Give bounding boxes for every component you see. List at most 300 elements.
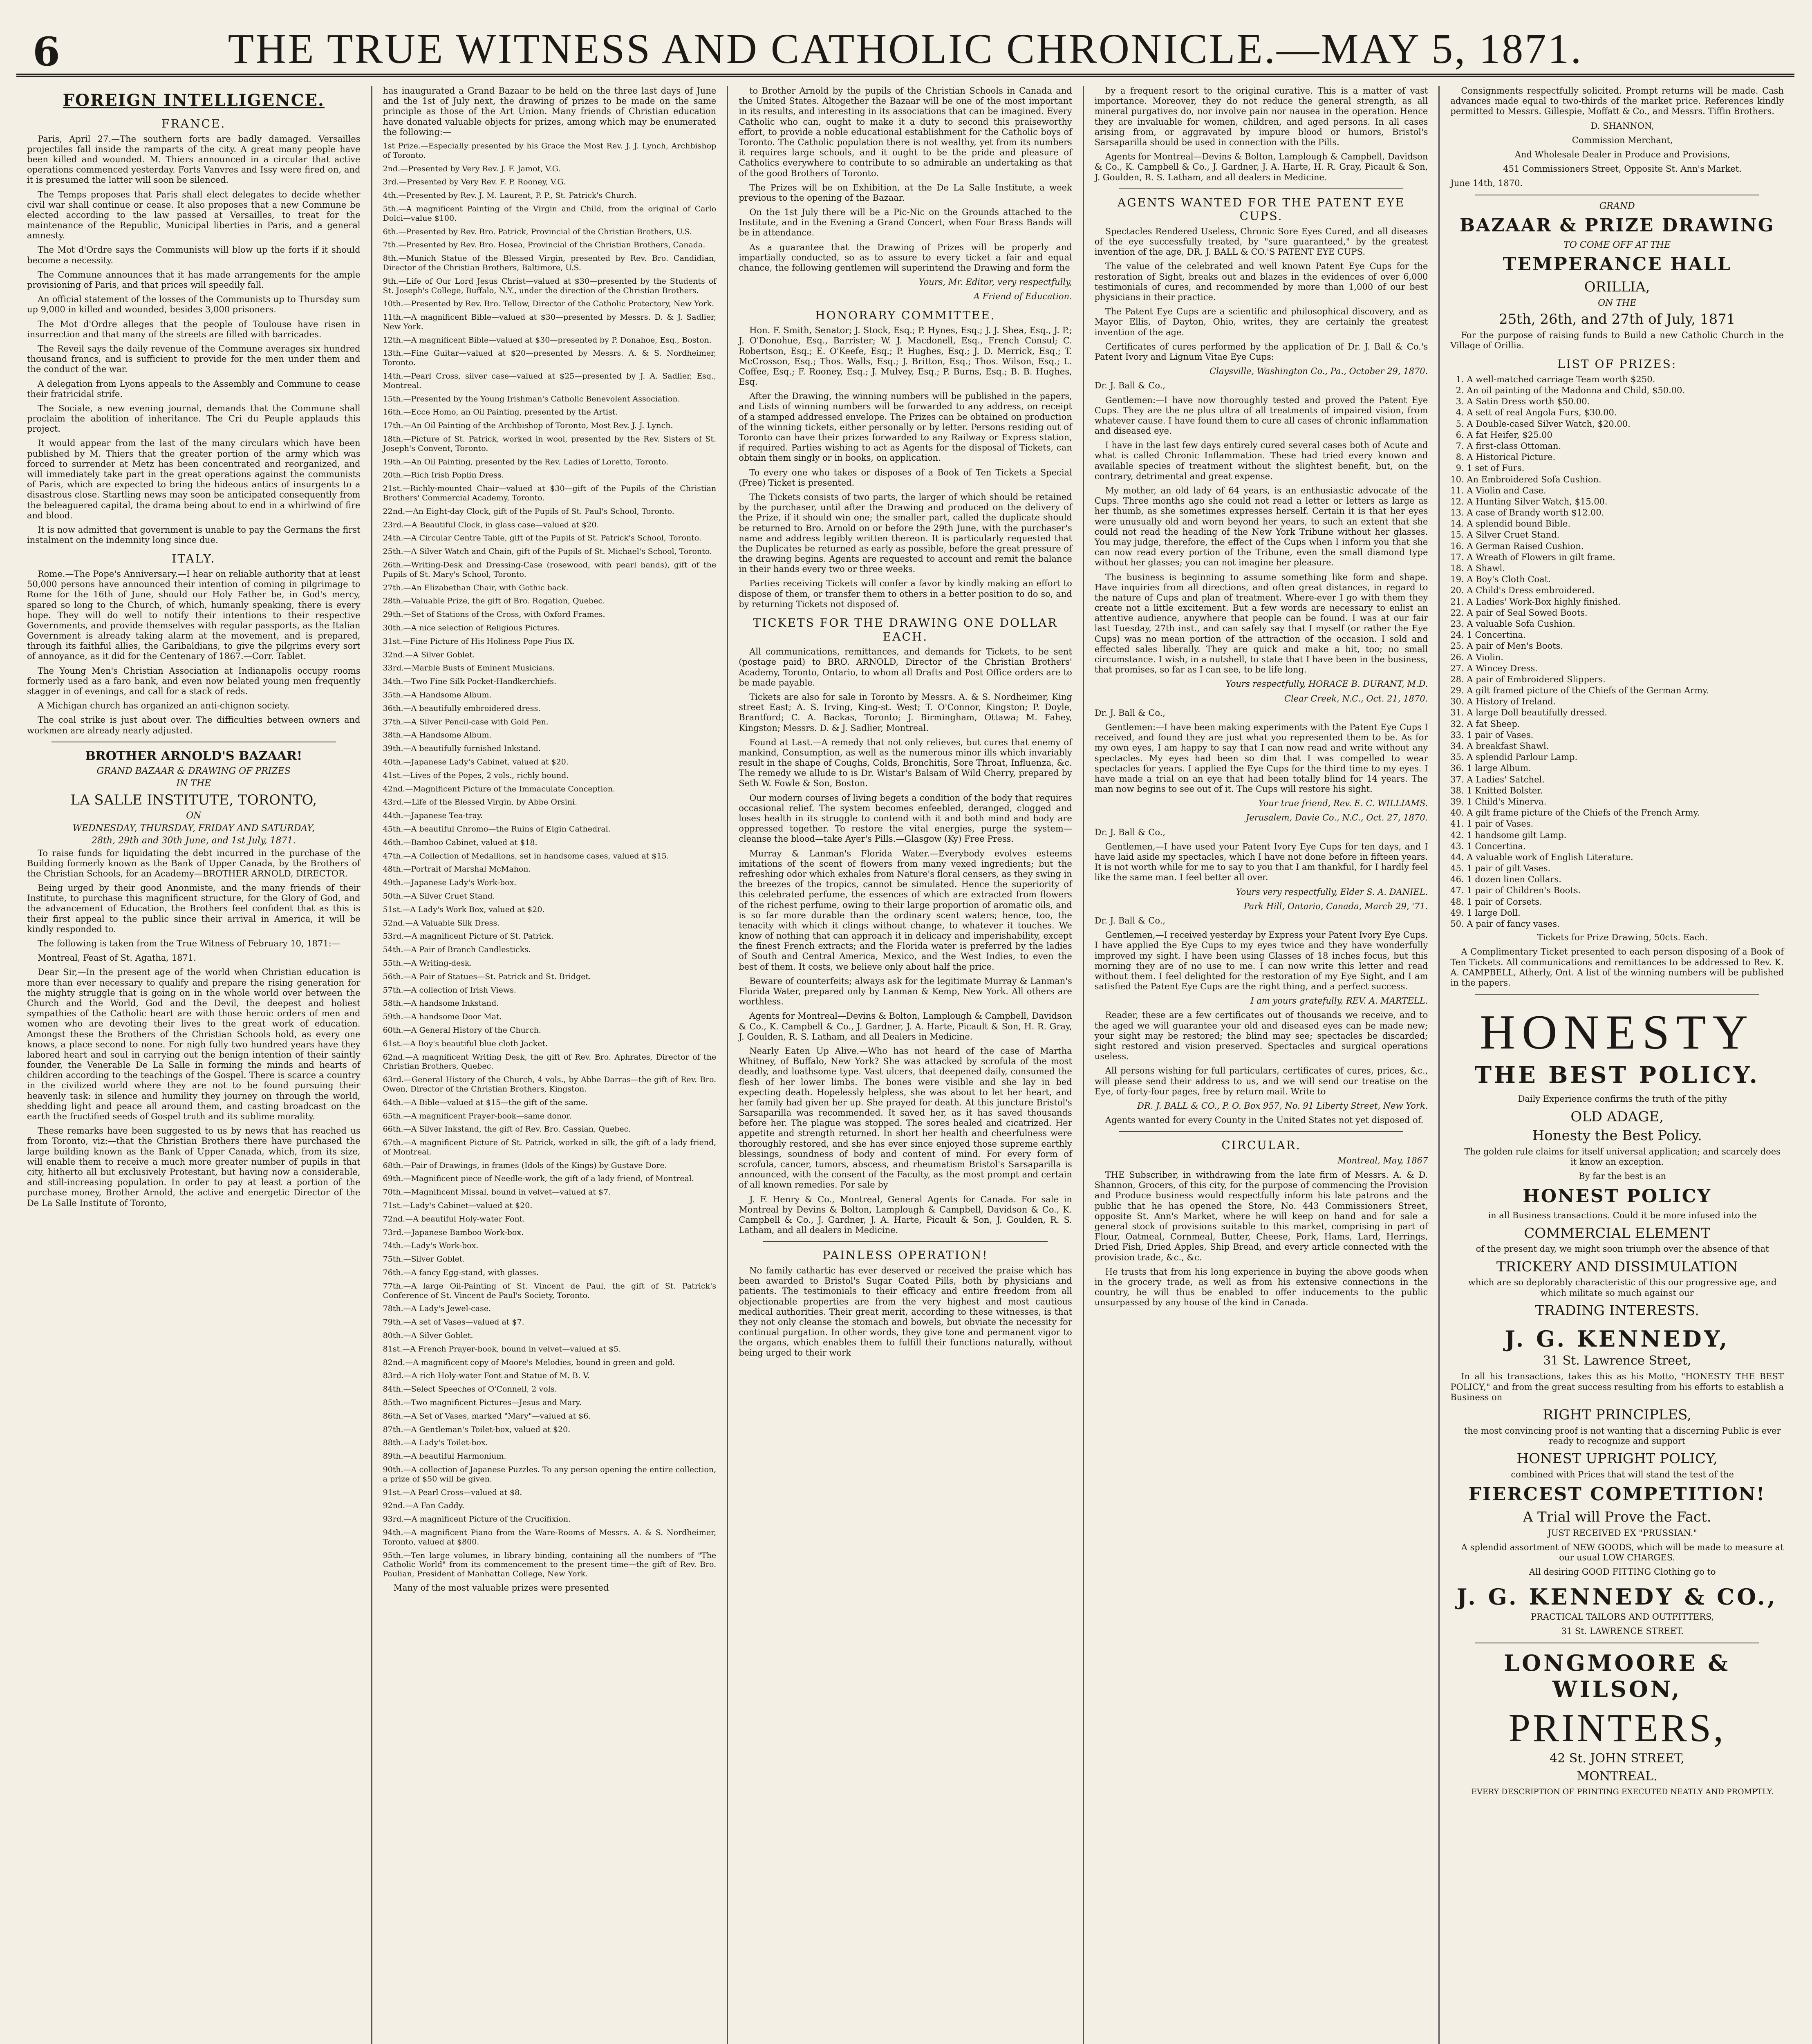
paragraph: Tickets are also for sale in Toronto by Messrs. A. & S. Nordheimer, King street East; A. S. Irving, King-st. West; T. O'Connor, Kingston; P. Doyle, Brantford; C. A. Backas, Toronto; J. Birmingham, Ottawa; M. Fahey, Kingston; Messrs. D. & J. Sadlier, Montreal. <box>739 692 1072 733</box>
divider <box>1119 1131 1404 1132</box>
orillia-town: ORILLIA, <box>1584 278 1650 295</box>
prize-item: 18. A Shawl. <box>1467 563 1784 574</box>
paragraph: 31st.—Fine Picture of His Holiness Pope Pius IX. <box>383 637 575 646</box>
paragraph: Agents for Montreal—Devins & Bolton, Lamplough & Campbell, Davidson & Co., K. Campbell & Co., J. Gardner, J. A. Harte, H. R. Gray, Picault & Son, J. Goulden, R. S. Latham, and all dealers in Medicine. <box>1094 152 1428 182</box>
paragraph: 45th.—A beautiful Chromo—the Ruins of Elgin Cathedral. <box>383 824 611 834</box>
orillia-bazaar-heading: BAZAAR & PRIZE DRAWING <box>1460 215 1775 236</box>
prize-item: 32. A fat Sheep. <box>1467 719 1784 729</box>
paragraph: 6th.—Presented by Rev. Bro. Patrick, Provincial of the Christian Brothers, U.S. <box>383 227 692 236</box>
committee-members: Hon. F. Smith, Senator; J. Stock, Esq.; P. Hynes, Esq.; J. J. Shea, Esq., J. P.; J. O'Donohue, Esq., Barrister; W. J. Macdonell, Esq., French Consul; C. Robertson, Esq.; E. O'Keefe, Esq.; P. Hughes, Esq.; J. D. Merrick, Esq.; T. McCrosson, Esq.; Thos. Walls, Esq.; J. Britton, Esq.; Thos. Wilson, Esq.; L. Coffee, Esq.; F. Rooney, Esq.; J. Mulvey, Esq.; P. Burns, Esq.; B. B. Hughes, Esq. <box>739 325 1072 387</box>
temperance-hall: TEMPERANCE HALL <box>1503 254 1731 275</box>
paragraph: 86th.—A Set of Vases, marked "Mary"—valued at $6. <box>383 1411 591 1421</box>
prize-item: 40. A gilt frame picture of the Chiefs of the French Army. <box>1467 808 1784 818</box>
paragraph: 43rd.—Life of the Blessed Virgin, by Abbe Orsini. <box>383 798 578 807</box>
which-are: which are so deplorably characteristic of this our progressive age, and which militate so much against our <box>1468 1278 1777 1298</box>
paragraph: 44th.—Japanese Tea-tray. <box>383 811 483 820</box>
paragraph: As a guarantee that the Drawing of Prizes will be properly and impartially conducted, so as to assure to every ticket a fair and equal chance, the following gentlemen will superintend the Drawing and form the <box>739 242 1072 273</box>
paragraph: 4th.—Presented by Rev. J. M. Laurent, P. P., St. Patrick's Church. <box>383 191 637 200</box>
prize-item: 44. A valuable work of English Literature. <box>1467 852 1784 863</box>
paragraph: 60th.—A General History of the Church. <box>383 1025 541 1035</box>
paragraph: 5th.—A magnificent Painting of the Virgin and Child, from the original of Carlo Dolci—value $100. <box>383 204 717 223</box>
prize-item: 1. A well-matched carriage Team worth $250. <box>1467 374 1784 385</box>
paragraph: 90th.—A collection of Japanese Puzzles. To any person opening the entire collection, a prize of $50 will be given. <box>383 1465 717 1484</box>
bazaar-intro: has inaugurated a Grand Bazaar to be held on the three last days of June and the 1st of July next, the drawing of prizes to be made on the same principle as those of the Art Union. Many friends of Christian education have donated valuable objects for prizes, among which may be enumerated the following:— <box>383 86 717 137</box>
prize-item: 26. A Violin. <box>1467 652 1784 663</box>
prize-item: 41. 1 pair of Vases. <box>1467 819 1784 829</box>
column-3 <box>728 86 1084 2044</box>
paragraph: 63rd.—General History of the Church, 4 vols., by Abbe Darras—the gift of Rev. Bro. Owen, Director of the Christian Brothers, Kingston. <box>383 1075 717 1094</box>
subheading-italy: ITALY. <box>172 552 216 566</box>
fiercest-competition: FIERCEST COMPETITION! <box>1468 1484 1766 1505</box>
paragraph: 42nd.—Magnificent Picture of the Immaculate Conception. <box>383 784 616 793</box>
paragraph: 74th.—Lady's Work-box. <box>383 1241 479 1251</box>
in-all-business: in all Business transactions. Could it be more infused into the <box>1488 1210 1757 1221</box>
bazaar-days: WEDNESDAY, THURSDAY, FRIDAY AND SATURDAY, <box>72 823 315 834</box>
paragraph: 47th.—A Collection of Medallions, set in handsome cases, valued at $15. <box>383 851 669 861</box>
paragraph: 46th.—Bamboo Cabinet, valued at $18. <box>383 838 538 847</box>
bazaar-heading: BROTHER ARNOLD'S BAZAAR! <box>85 749 302 763</box>
circular-place: Montreal, May, 1867 <box>1337 1155 1428 1165</box>
tickets-heading: TICKETS FOR THE DRAWING ONE DOLLAR EACH. <box>753 616 1058 643</box>
france-articles <box>27 134 361 546</box>
paragraph: 9th.—Life of Our Lord Jesus Christ—valued at $30—presented by the Students of St. Joseph's College, Buffalo, N.Y., under the direction of the Christian Brothers. <box>383 276 717 295</box>
honest-upright: HONEST UPRIGHT POLICY, <box>1516 1450 1718 1467</box>
orillia-dates: 25th, 26th, and 27th of July, 1871 <box>1498 311 1736 328</box>
paragraph: Reader, these are a few certificates out of thousands we receive, and to the aged we will guarantee your old and diseased eyes can be made new; your sight may be restored; the blind may see; spectacles be discarded; sight restored and vision preserved. Spectacles and surgical operations useless. <box>1094 1010 1428 1062</box>
paragraph: 16th.—Ecce Homo, an Oil Painting, presented by the Artist. <box>383 408 618 417</box>
paragraph: The Tickets consists of two parts, the larger of which should be retained by the purchaser, until after the Drawing and produced on the delivery of the Prize, if it should win one; the smaller part, called the duplicate should be returned to Bro. Arnold on or before the 29th June, with the purchaser's name and address legibly written thereon. It is particularly requested that the Duplicates be returned as early as possible, before the great pressure of the drawing begins. Agents are requested to account and remit the balance in their hands every two or three weeks. <box>739 492 1072 574</box>
bazaar-on: ON <box>186 811 202 821</box>
paragraph: The Commune announces that it has made arrangements for the ample provisioning of Paris, and that prices will speedily fall. <box>27 269 361 290</box>
paragraph: The Prizes will be on Exhibition, at the De La Salle Institute, a week previous to the opening of the Bazaar. <box>739 182 1072 203</box>
eye-cups-address: DR. J. BALL & CO., P. O. Box 957, No. 91 Liberty Street, New York. <box>1137 1100 1428 1111</box>
paragraph: It is now admitted that government is unable to pay the Germans the first instalment on the indemnity long since due. <box>27 524 361 545</box>
bazaar-articles <box>27 848 361 1208</box>
prize-item: 38. 1 Knitted Bolster. <box>1467 786 1784 796</box>
by-far: By far the best is an <box>1579 1171 1666 1181</box>
paragraph: 52nd.—A Valuable Silk Dress. <box>383 918 500 928</box>
paragraph: 55th.—A Writing-desk. <box>383 958 472 968</box>
paragraph: 12th.—A magnificent Bible—valued at $30—presented by P. Donahoe, Esq., Boston. <box>383 335 712 345</box>
printers-tagline: EVERY DESCRIPTION OF PRINTING EXECUTED NEATLY AND PROMPTLY. <box>1471 1787 1774 1797</box>
paragraph: The Mot d'Ordre says the Communists will blow up the forts if it should become a necessity. <box>27 245 361 265</box>
paragraph: Rome.—The Pope's Anniversary.—I hear on reliable authority that at least 50,000 persons have announced their intention of coming in pilgrimage to Rome for the 16th of June, should our Holy Father be, in God's mercy, spared so long to the Church, of which, humanly speaking, there is every hope. They will do well to notify their intentions to their respective Governments, and provide themselves with regular passports, as the Italian Government is already taking alarm at the movement, and is prepared, through its faithful allies, the Garibaldians, to give the pilgrims every sort of annoyance, as it did for the Centenary of 1867.—Corr. Tablet. <box>27 569 361 661</box>
paragraph: 66th.—A Silver Inkstand, the gift of Rev. Bro. Cassian, Quebec. <box>383 1125 631 1134</box>
prize-item: 43. 1 Concertina. <box>1467 841 1784 852</box>
paragraph: Found at Last.—A remedy that not only relieves, but cures that enemy of mankind, Consumption, as well as the numerous minor ills which invariably result in the shape of Coughs, Colds, Bronchitis, Sore Throat, Influenza, &c. The remedy we allude to is Dr. Wistar's Balsam of Wild Cherry, prepared by Seth W. Fowle & Son, Boston. <box>739 737 1072 789</box>
paragraph: 68th.—Pair of Drawings, in frames (Idols of the Kings) by Gustave Dore. <box>383 1161 667 1170</box>
prize-item: 35. A splendid Parlour Lamp. <box>1467 752 1784 762</box>
letter1-place: Claysville, Washington Co., Pa., October 29, 1870. <box>1209 366 1428 377</box>
circular-text: THE Subscriber, in withdrawing from the late firm of Messrs. A. & D. Shannon, Grocers, of this city, for the purpose of commencing the Provision and Produce business would respectfully inform his late patrons and the public that he has opened the Store, No. 443 Commissioners Street, opposite St. Ann's Market, where he will keep on hand and for sale a general stock of provisions suitable to this market, comprising in part of Flour, Oatmeal, Cornmeal, Butter, Cheese, Pork, Hams, Lard, Herrings, Dried Fish, Dried Apples, Ship Bread, and every article connected with the provision trade, &c., &c. <box>1094 1170 1428 1262</box>
section-heading-foreign: FOREIGN INTELLIGENCE. <box>63 91 325 110</box>
prize-item: 30. A History of Ireland. <box>1467 697 1784 707</box>
italy-articles <box>27 569 361 736</box>
paragraph: J. F. Henry & Co., Montreal, General Agents for Canada. For sale in Montreal by Devins & Bolton, Lamplough & Campbell, Davidson & Co., K. Campbell & Co., J. Gardner, J. A. Harte, Picault & Son, J. Goulden, R. S. Latham, and all dealers in Medicine. <box>739 1194 1072 1235</box>
eye-cups-closing <box>1095 1010 1428 1097</box>
paragraph: 39th.—A beautifully furnished Inkstand. <box>383 744 541 753</box>
paragraph: 87th.—A Gentleman's Toilet-box, valued at $20. <box>383 1425 571 1434</box>
prize-item: 17. A Wreath of Flowers in gilt frame. <box>1467 552 1784 563</box>
masthead <box>16 25 1794 77</box>
shannon-name: D. SHANNON, <box>1590 121 1654 131</box>
paragraph: 57th.—A collection of Irish Views. <box>383 985 516 995</box>
paragraph: 14th.—Pearl Cross, silver case—valued at $25—presented by J. A. Sadlier, Esq., Montreal. <box>383 372 717 390</box>
prize-item: 39. 1 Child's Minerva. <box>1467 797 1784 807</box>
paragraph: by a frequent resort to the original curative. This is a matter of vast importance. Moreover, they do not reduce the general strength, as all mineral purgatives do, nor involve pain nor nausea in the operation. Hence they are invaluable for women, children, and aged persons. In all cases arising from, or aggravated by impure blood or humors, Bristol's Sarsaparilla should be used in connection with the Pills. <box>1094 86 1428 147</box>
column-2 <box>372 86 728 2044</box>
paragraph: 27th.—An Elizabethan Chair, with Gothic back. <box>383 583 569 592</box>
best-policy-heading: THE BEST POLICY. <box>1474 1062 1760 1089</box>
paragraph: 58th.—A handsome Inkstand. <box>383 999 499 1008</box>
paragraph: 38th.—A Handsome Album. <box>383 731 492 740</box>
letter-signature: A Friend of Education. <box>973 291 1072 302</box>
paragraph: 70th.—Magnificent Missal, bound in velvet—valued at $7. <box>383 1188 611 1197</box>
daily-experience: Daily Experience confirms the truth of the pithy <box>1518 1094 1727 1104</box>
divider <box>1475 994 1759 995</box>
prize-item: 48. 1 pair of Corsets. <box>1467 897 1784 907</box>
shannon-date: June 14th, 1870. <box>1450 178 1523 188</box>
paragraph: 61st.—A Boy's beautiful blue cloth Jacket. <box>383 1039 548 1048</box>
paragraph: A delegation from Lyons appeals to the Assembly and Commune to cease their fratricidal strife. <box>27 379 361 399</box>
paragraph: 25th.—A Silver Watch and Chain, gift of the Pupils of St. Michael's School, Toronto. <box>383 547 712 556</box>
trial-prove: A Trial will Prove the Fact. <box>1523 1508 1711 1525</box>
honesty-heading: HONESTY <box>1480 1005 1755 1060</box>
paragraph: 29th.—Set of Stations of the Cross, with Oxford Frames. <box>383 610 605 619</box>
paragraph: 92nd.—A Fan Caddy. <box>383 1501 464 1511</box>
prize-item: 24. 1 Concertina. <box>1467 630 1784 640</box>
present-day: of the present day, we might soon triumph over the absence of that <box>1476 1244 1769 1254</box>
paragraph: 80th.—A Silver Goblet. <box>383 1331 473 1340</box>
paragraph: 59th.—A handsome Door Mat. <box>383 1012 502 1022</box>
divider <box>763 1241 1048 1242</box>
paragraph: All persons wishing for full particulars, certificates of cures, prices, &c., will please send their address to us, and we will send our treatise on the Eye, of forty-four pages, free by return mail. Write to <box>1094 1066 1428 1096</box>
splendid-assortment: A splendid assortment of NEW GOODS, which will be made to measure at our usual LOW CHARGES. <box>1461 1542 1784 1563</box>
prize-item: 36. 1 large Album. <box>1467 763 1784 773</box>
prize-item: 14. A splendid bound Bible. <box>1467 519 1784 529</box>
paragraph: All communications, remittances, and demands for Tickets, to be sent (postage paid) to BRO. ARNOLD, Director of the Christian Brothers' Academy, Toronto, Ontario, to whom all Drafts and Post Office orders are to be made payable. <box>739 647 1072 688</box>
paragraph: 18th.—Picture of St. Patrick, worked in wool, presented by the Rev. Sisters of St. Joseph's Convent, Toronto. <box>383 435 717 453</box>
prize-item: 27. A Wincey Dress. <box>1467 663 1784 674</box>
paragraph: 62nd.—A magnificent Writing Desk, the gift of Rev. Bro. Aphrates, Director of the Christian Brothers, Quebec. <box>383 1052 717 1071</box>
prize-item: 23. A valuable Sofa Cushion. <box>1467 619 1784 629</box>
golden-rule: The golden rule claims for itself universal application; and scarcely does it know an exception. <box>1464 1147 1781 1167</box>
paragraph: 21st.—Richly-mounted Chair—valued at $30—gift of the Pupils of the Christian Brothers' Commercial Academy, Toronto. <box>383 484 717 503</box>
orillia-complimentary: A Complimentary Ticket presented to each person disposing of a Book of Ten Tickets. All communications and remittances to be addressed to Rev. K. A. CAMPBELL, Atherly, Ont. A list of the winning numbers will be published in the papers. <box>1450 947 1784 988</box>
good-fitting: All desiring GOOD FITTING Clothing go to <box>1529 1567 1716 1577</box>
paragraph: 56th.—A Pair of Statues—St. Patrick and St. Bridget. <box>383 972 591 981</box>
paragraph: 11th.—A magnificent Bible—valued at $30—presented by Messrs. D. & J. Sadlier, New York. <box>383 313 717 331</box>
commercial-element: COMMERCIAL ELEMENT <box>1524 1225 1710 1242</box>
bazaar-prize-list <box>383 141 717 1579</box>
paragraph: The Mot d'Ordre alleges that the people of Toulouse have risen in insurrection and that many of the streets are filled with barricades. <box>27 319 361 339</box>
column-5 <box>1440 86 1794 2044</box>
letter4-body: Gentlemen,—I received yesterday by Express your Patent Ivory Eye Cups. I have applied the Eye Cups to my eyes twice and they have wonderfully improved my sight. I have been using Glasses of 18 inches focus, but this morning they are of no use to me. I can now write this letter and read without them. I feel delighted for the restoration of my Eye Sight, and I am satisfied the Patent Eye Cups are the right thing, and a perfect success. <box>1094 930 1428 992</box>
paragraph: 78th.—A Lady's Jewel-case. <box>383 1304 491 1313</box>
paragraph: 26th.—Writing-Desk and Dressing-Case (rosewood, with pearl bands), gift of the Pupils of St. Mary's School, Toronto. <box>383 560 717 579</box>
column-4 <box>1084 86 1440 2044</box>
paragraph: 75th.—Silver Goblet. <box>383 1255 465 1264</box>
letter-signoff: Yours, Mr. Editor, very respectfully, <box>918 277 1072 287</box>
prize-item: 4. A sett of real Angola Furs, $30.00. <box>1467 408 1784 418</box>
agents-wanted: Agents wanted for every County in the United States not yet disposed of. <box>1105 1115 1424 1125</box>
letter3-to: Dr. J. Ball & Co., <box>1094 827 1165 837</box>
tailors: PRACTICAL TAILORS AND OUTFITTERS, <box>1530 1612 1714 1622</box>
letter2-body: Gentlemen:—I have been making experiments with the Patent Eye Cups I received, and found they are just what you represented them to be. As for my own eyes, I am happy to say that I can now read and write without any spectacles. My eyes had been so dim that I was compelled to wear spectacles for years. I applied the Eye Cups for the third time to my eyes. I have made a trial on an eye that had been totally blind for 14 years. The man now begins to see out of it. The Cups will restore his sight. <box>1094 722 1428 794</box>
paragraph: Agents for Montreal—Devins & Bolton, Lamplough & Campbell, Davidson & Co., K. Campbell & Co., J. Gardner, J. A. Harte, Picault & Son, H. R. Gray, J. Goulden, R. S. Latham, and all Dealers in Medicine. <box>739 1011 1072 1042</box>
paragraph: The Temps proposes that Paris shall elect delegates to decide whether civil war shall continue or cease. It also proposes that a new Commune be elected according to the law passed at Versailles, to treat for the maintenance of the Republic, Municipal liberties in Paris, and a general amnesty. <box>27 189 361 241</box>
paragraph: 93rd.—A magnificent Picture of the Crucifixion. <box>383 1515 571 1524</box>
printers-address: 42 St. JOHN STREET, <box>1550 1751 1685 1766</box>
paragraph: The Sociale, a new evening journal, demands that the Commune shall proclaim the abolition of inheritance. The Cri du Peuple applauds this project. <box>27 403 361 434</box>
paragraph: 73rd.—Japanese Bamboo Work-box. <box>383 1228 524 1237</box>
paragraph: 94th.—A magnificent Piano from the Ware-Rooms of Messrs. A. & S. Nordheimer, Toronto, valued at $800. <box>383 1528 717 1546</box>
paragraph: 8th.—Munich Statue of the Blessed Virgin, presented by Rev. Bro. Candidian, Director of the Christian Brothers, Baltimore, U.S. <box>383 254 717 272</box>
columns <box>16 86 1794 2044</box>
kennedy-text: In all his transactions, takes this as his Motto, "HONESTY THE BEST POLICY," and from the great success resulting from his efforts to establish a Business on <box>1450 1372 1784 1402</box>
paragraph: Being urged by their good Anonmiste, and the many friends of their Institute, to purchase this magnificent structure, for the Glory of God, and the advancement of Education, the Brothers feel confident that as this is their first appeal to the public since their arrival in America, it will be kindly responded to. <box>27 883 361 934</box>
circular-text-2: He trusts that from his long experience in buying the above goods when in the grocery trade, as well as from his extensive connections in the country, he will thus be enabled to offer inducements to the public unsurpassed by any house of the kind in Canada. <box>1094 1266 1428 1308</box>
kennedy-name: J. G. KENNEDY, <box>1505 1325 1730 1352</box>
paragraph: 37th.—A Silver Pencil-case with Gold Pen. <box>383 717 549 726</box>
letter4-to: Dr. J. Ball & Co., <box>1094 915 1165 926</box>
paragraph: To every one who takes or disposes of a Book of Ten Tickets a Special (Free) Ticket is presented. <box>739 467 1072 488</box>
orillia-prize-list <box>1450 374 1784 929</box>
prize-item: 11. A Violin and Case. <box>1467 486 1784 496</box>
right-principles: RIGHT PRINCIPLES, <box>1543 1406 1691 1423</box>
paragraph: The Young Men's Christian Association at Indianapolis occupy rooms formerly used as a faro bank, and even now belated young men frequently stagger in of evenings, and call for a stack of reds. <box>27 666 361 696</box>
letter2-signature: Your true friend, Rev. E. C. WILLIAMS. <box>1258 798 1428 809</box>
prize-item: 42. 1 handsome gilt Lamp. <box>1467 830 1784 840</box>
orillia-tickets: Tickets for Prize Drawing, 50cts. Each. <box>1537 932 1708 943</box>
paragraph: 54th.—A Pair of Branch Candlesticks. <box>383 945 531 955</box>
paragraph: 79th.—A set of Vases—valued at $7. <box>383 1318 524 1327</box>
paragraph: Parties receiving Tickets will confer a favor by kindly making an effort to dispose of them, or transfer them to others in a better position to do so, and by returning Tickets not disposed of. <box>739 578 1072 609</box>
prize-item: 13. A case of Brandy worth $12.00. <box>1467 508 1784 518</box>
bazaar-place: LA SALLE INSTITUTE, TORONTO, <box>70 791 317 808</box>
letter1-to: Dr. J. Ball & Co., <box>1094 381 1165 391</box>
printers-city: MONTREAL. <box>1577 1769 1657 1784</box>
paragraph: Murray & Lanman's Florida Water.—Everybody evolves esteems imitations of the scent of flowers from many vexed ingredients; but the refreshing odor which exhales from Nature's floral censers, as they swing in the breezes of the tropics, cannot be simulated. Hence the superiority of this celebrated perfume, the essences of which are extracted from flowers of the richest perfume, owing to their large proportion of aromatic oils, and is so far more durable than the ordinary scent waters; hence, too, the tenacity with which it clings without change, to whatever it touches. We know of nothing that can approach it in delicacy and imperishability, except the finest French extracts; and the Florida water is preferred by the ladies of South and Central America, Mexico, and the West Indies, to even the best of them. It costs, we believe only about half the price. <box>739 848 1072 972</box>
painless-text: No family cathartic has ever deserved or received the praise which has been awarded to Bristol's Sugar Coated Pills, both by physicians and patients. The testimonials to their efficacy and entire freedom from all objectionable properties are from the very highest and most cautious medical authorities. Their great merit, according to these witnesses, is that they not only cleanse the stomach and bowels, but obviate the necessity for continual purgation. In other words, they give tone and permanent vigor to the organs, which enables them to fulfill their functions naturally, without being urged to their work <box>739 1265 1072 1358</box>
paragraph: The coal strike is just about over. The difficulties between owners and workmen are already nearly adjusted. <box>27 715 361 735</box>
kennedy-street: 31 St. Lawrence Street, <box>1543 1354 1691 1368</box>
eye-cups-text <box>1095 226 1428 362</box>
notices <box>739 647 1072 1235</box>
paragraph: 32nd.—A Silver Goblet. <box>383 650 475 659</box>
paragraph: After the Drawing, the winning numbers will be published in the papers, and Lists of winning numbers will be forwarded to any address, on receipt of a stamped addressed envelope. The Prizes can be obtained on production of the winning tickets, either personally or by letter. Persons residing out of Toronto can have their prizes forwarded to any Railway or Express station, if required. Parties wishing to act as Agents for the disposal of Tickets, can obtain them singly or in books, on application. <box>739 391 1072 463</box>
prize-item: 25. A pair of Men's Boots. <box>1467 641 1784 651</box>
prize-item: 34. A breakfast Shawl. <box>1467 741 1784 751</box>
drawing-info <box>739 391 1072 610</box>
paragraph: 51st.—A Lady's Work Box, valued at $20. <box>383 905 545 914</box>
paragraph: to Brother Arnold by the pupils of the Christian Schools in Canada and the United States. Altogether the Bazaar will be one of the most important in its results, and interesting in its associations that can be imagined. Every Catholic who can, ought to make it a duty to second this praiseworthy effort, to provide a noble educational establishment for the Catholic boys of Toronto. The Catholic population there is not wealthy, yet from its numbers it requires large schools, and it ought to be the pride and pleasure of Catholics everywhere to contribute to so admirable an undertaking as that of the good Brothers of Toronto. <box>739 86 1072 178</box>
letter3-signature: Yours very respectfully, Elder S. A. DANIEL. <box>1236 887 1428 897</box>
prize-item: 46. 1 dozen linen Collars. <box>1467 874 1784 885</box>
paragraph: 95th.—Ten large volumes, in library binding, containing all the numbers of "The Catholic World" from its commencement to the present time—the gift of Rev. Bro. Paulian, President of Manhattan College, New York. <box>383 1551 717 1579</box>
paragraph: 15th.—Presented by the Young Irishman's Catholic Benevolent Association. <box>383 394 680 403</box>
paragraph: 41st.—Lives of the Popes, 2 vols., richly bound. <box>383 771 569 780</box>
paragraph: 72nd.—A beautiful Holy-water Font. <box>383 1214 525 1224</box>
bazaar-dates: 28th, 29th and 30th June, and 1st July, 1871. <box>92 836 296 846</box>
trickery: TRICKERY AND DISSIMULATION <box>1496 1258 1738 1275</box>
paragraph: 23rd.—A Beautiful Clock, in glass case—valued at $20. <box>383 520 599 529</box>
honesty-best-policy: Honesty the Best Policy. <box>1532 1127 1702 1144</box>
paragraph: 22nd.—An Eight-day Clock, gift of the Pupils of St. Paul's School, Toronto. <box>383 507 674 516</box>
prize-item: 28. A pair of Embroidered Slippers. <box>1467 675 1784 685</box>
prize-item: 33. 1 pair of Vases. <box>1467 730 1784 740</box>
letter1-body <box>1095 395 1428 675</box>
letter3-body: Gentlemen,—I have used your Patent Ivory Eye Cups for ten days, and I have laid aside my spectacles, which I have not done before in fifteen years. It is not worth while for me to say to you that I am thankful, for I hardly feel like the same man. I feel better all over. <box>1094 841 1428 883</box>
paragraph: My mother, an old lady of 64 years, is an enthusiastic advocate of the Cups. Three months ago she could not read a letter or letters as large as her thumb, as she sometimes expresses herself. Certain it is that her eyes were unusually old and worn beyond her years, to such an extent that she could not read the heading of the New York Tribune without her glasses. You may judge, therefore, the effect of the Cups when I inform you that she can now read every portion of the Tribune, even the small diamond type without her glasses; you can not imagine her pleasure. <box>1094 486 1428 568</box>
divider <box>1119 188 1404 189</box>
column-1 <box>16 86 372 2044</box>
trading-interests: TRADING INTERESTS. <box>1535 1302 1699 1319</box>
paragraph: Nearly Eaten Up Alive.—Who has not heard of the case of Martha Whitney, of Buffalo, New York? She was attacked by scrofula of the most deadly, and loathsome type. Vast ulcers, that deepened daily, consumed the flesh of her lower limbs. The bones were visible and she lay in bed expecting death. Hopelessly helpless, she was about to let her heart, and her family had given her up. She prayed for death. At this juncture Bristol's Sarsaparilla was recommended. It saved her, as it has saved thousands before her. The plague was stopped. The sores healed and cicatrized. Her appetite and strength returned. In short her health and cheerfulness were thoroughly restored, and she has ever since enjoyed those supreme earthly blessings, soundness of body and content of mind. For every form of scrofula, cancer, tumors, abscess, and rheumatism Bristol's Sarsaparilla is announced, with the consent of the Faculty, as the most prompt and certain of all known remedies. For sale by <box>739 1046 1072 1190</box>
paragraph: The Patent Eye Cups are a scientific and philosophical discovery, and as Mayor Ellis, of Dayton, Ohio, writes, they are certainly the greatest invention of the age. <box>1094 307 1428 337</box>
honest-policy: HONEST POLICY <box>1523 1186 1712 1207</box>
pills-continued <box>1095 86 1428 183</box>
tailors-address: 31 St. LAWRENCE STREET. <box>1561 1626 1684 1636</box>
prize-item: 7. A first-class Ottoman. <box>1467 441 1784 451</box>
paragraph: A Michigan church has organized an anti-chignon society. <box>38 701 290 711</box>
paragraph: 77th.—A large Oil-Painting of St. Vincent de Paul, the gift of St. Patrick's Conference of St. Vincent de Paul's Society, Toronto. <box>383 1281 717 1300</box>
paragraph: 7th.—Presented by Rev. Bro. Hosea, Provincial of the Christian Brothers, Canada. <box>383 240 706 250</box>
paragraph: These remarks have been suggested to us by news that has reached us from Toronto, viz:—that the Christian Brothers there have purchased the large building known as the Bank of Upper Canada, which, from its size, will enable them to receive a much more greater number of pupils in that city, hitherto all but exclusively Protestant, but having now a considerable, and still-increasing population. In order to pay at least a portion of the purchase money, Brother Arnold, the active and energetic Director of the De La Salle Institute of Toronto, <box>27 1126 361 1208</box>
orillia-grand: GRAND <box>1599 201 1635 211</box>
paragraph: 65th.—A magnificent Prayer-book—same donor. <box>383 1111 572 1121</box>
paragraph: 64th.—A Bible—valued at $15—the gift of the same. <box>383 1098 588 1107</box>
orillia-on: ON THE <box>1598 298 1637 308</box>
paragraph: Gentlemen:—I have now thoroughly tested and proved the Patent Eye Cups. They are the ne plus ultra of all treatments of impaired vision, from whatever cause. I have found them to cure all cases of chronic inflammation and diseased eye. <box>1094 395 1428 436</box>
paragraph: 10th.—Presented by Rev. Bro. Tellow, Director of the Catholic Protectory, New York. <box>383 299 714 309</box>
committee-heading: HONORARY COMMITTEE. <box>815 308 996 322</box>
paragraph: Dear Sir,—In the present age of the world when Christian education is more than ever necessary to qualify and prepare the rising generation for the mighty struggle that is going on in the whole world over between the Church and the World, God and the Devil, the deepest and holiest sympathies of the Catholic heart are with those heroic orders of men and women who are devoting their lives to the great work of education. Amongst these the Brothers of the Christian Schools hold, as every one knows, a place second to none. For nigh fully two hundred years have they labored heart and soul in carrying out the benign intention of their saintly founder, the Venerable De La Salle in forming the minds and hearts of children according to the teachings of the Gospel. There is scarce a country in the civilized world where they are not to be found pursuing their heavenly task: in silence and humility they journey on through the world, shedding light and peace all around them, and casting broadcast on the earth the fructified seeds of Gospel truth and its sublime morality. <box>27 967 361 1121</box>
paragraph: 91st.—A Pearl Cross—valued at $8. <box>383 1488 522 1497</box>
eye-cups-heading: AGENTS WANTED FOR THE PATENT EYE CUPS. <box>1117 195 1405 223</box>
consignments-text: Consignments respectfully solicited. Prompt returns will be made. Cash advances made equal to two-thirds of the market price. References kindly permitted to Messrs. Gillespie, Moffatt & Co., and Messrs. Tiffin Brothers. <box>1450 86 1784 117</box>
letter4-place: Park Hill, Ontario, Canada, March 29, '71. <box>1243 901 1428 911</box>
paragraph: 53rd.—A magnificent Picture of St. Patrick. <box>383 932 554 941</box>
bazaar-continued <box>739 86 1072 273</box>
bazaar-subtitle: GRAND BAZAAR & DRAWING OF PRIZES <box>96 766 291 776</box>
paragraph: 83rd.—A rich Holy-water Font and Statue of M. B. V. <box>383 1371 590 1381</box>
paragraph: 82nd.—A magnificent copy of Moore's Melodies, bound in green and gold. <box>383 1358 675 1367</box>
newspaper-title: THE TRUE WITNESS AND CATHOLIC CHRONICLE.—MAY 5, 1871. <box>228 25 1583 72</box>
letter2-to: Dr. J. Ball & Co., <box>1094 708 1165 718</box>
subheading-france: FRANCE. <box>161 117 226 130</box>
paragraph: Montreal, Feast of St. Agatha, 1871. <box>38 953 196 963</box>
prize-item: 49. 1 large Doll. <box>1467 908 1784 918</box>
paragraph: On the 1st July there will be a Pic-Nic on the Grounds attached to the Institute, and in the Evening a Grand Concert, when Four Brass Bands will be in attendance. <box>739 207 1072 238</box>
orillia-prize-heading: LIST OF PRIZES: <box>1557 357 1677 371</box>
letter2-place: Clear Creek, N.C., Oct. 21, 1870. <box>1284 693 1428 704</box>
page-number: 6 <box>33 29 60 75</box>
paragraph: 81st.—A French Prayer-book, bound in velvet—valued at $5. <box>383 1344 621 1354</box>
shannon-role: Commission Merchant, <box>1572 135 1673 145</box>
convincing-proof: the most convincing proof is not wanting that a discerning Public is ever ready to recognize and support <box>1464 1425 1781 1446</box>
paragraph: 17th.—An Oil Painting of the Archbishop of Toronto, Most Rev. J. J. Lynch. <box>383 421 673 430</box>
prize-item: 16. A German Raised Cushion. <box>1467 541 1784 551</box>
paragraph: 85th.—Two magnificent Pictures—Jesus and Mary. <box>383 1398 582 1407</box>
prize-item: 37. A Ladies' Satchel. <box>1467 775 1784 785</box>
letter4-signature: I am yours gratefully, REV. A. MARTELL. <box>1250 996 1428 1006</box>
prize-item: 29. A gilt framed picture of the Chiefs of the German Army. <box>1467 686 1784 696</box>
paragraph: The Reveil says the daily revenue of the Commune averages six hundred thousand francs, and is sufficient to provide for the men under them and the conduct of the war. <box>27 343 361 374</box>
paragraph: 89th.—A beautiful Harmonium. <box>383 1452 506 1461</box>
prize-item: 47. 1 pair of Children's Boots. <box>1467 885 1784 896</box>
longmoore-wilson: LONGMOORE & WILSON, <box>1504 1650 1731 1703</box>
paragraph: 30th.—A nice selection of Religious Pictures. <box>383 623 560 633</box>
kennedy-co: J. G. KENNEDY & CO., <box>1456 1584 1778 1610</box>
bazaar-in: IN THE <box>176 778 211 789</box>
paragraph: 84th.—Select Speeches of O'Connell, 2 vols. <box>383 1385 557 1394</box>
printers-heading: PRINTERS, <box>1508 1706 1726 1750</box>
orillia-purpose: For the purpose of raising funds to Build a new Catholic Church in the Village of Orillia. <box>1450 330 1784 351</box>
prize-item: 20. A Child's Dress embroidered. <box>1467 585 1784 596</box>
paragraph: 88th.—A Lady's Toilet-box. <box>383 1438 488 1448</box>
paragraph: 1st Prize.—Especially presented by his Grace the Most Rev. J. J. Lynch, Archbishop of Toronto. <box>383 141 717 160</box>
orillia-come-off: TO COME OFF AT THE <box>1563 240 1671 250</box>
prize-item: 6. A fat Heifer, $25.00 <box>1467 430 1784 440</box>
paragraph: To raise funds for liquidating the debt incurred in the purchase of the Building formerly known as the Bank of Upper Canada, by the Brothers of the Christian Schools, for an Academy—BROTHER ARNOLD, DIRECTOR. <box>27 848 361 879</box>
shannon-address: 451 Commissioners Street, Opposite St. Ann's Market. <box>1503 164 1742 174</box>
paragraph: The following is taken from the True Witness of February 10, 1871:— <box>38 939 340 948</box>
paragraph: 3rd.—Presented by Very Rev. F. P. Rooney, V.G. <box>383 177 566 187</box>
paragraph: 50th.—A Silver Cruet Stand. <box>383 891 495 901</box>
prize-item: 50. A pair of fancy vases. <box>1467 919 1784 929</box>
paragraph: Our modern courses of living begets a condition of the body that requires occasional relief. The system becomes enfeebled, deranged, clogged and loses health in its struggle to contend with it and both mind and body are oppressed together. To restore the vital energies, purge the system—cleanse the blood—take Ayer's Pills.—Glasgow (Ky) Free Press. <box>739 793 1072 844</box>
paragraph: 13th.—Fine Guitar—valued at $20—presented by Messrs. A. & S. Nordheimer, Toronto. <box>383 349 717 368</box>
shannon-line: And Wholesale Dealer in Produce and Provisions, <box>1514 149 1730 159</box>
paragraph: 48th.—Portrait of Marshal McMahon. <box>383 865 531 874</box>
paragraph: Beware of counterfeits; always ask for the legitimate Murray & Lanman's Florida Water, prepared only by Lanman & Kemp, New York. All others are worthless. <box>739 976 1072 1007</box>
paragraph: 35th.—A Handsome Album. <box>383 690 492 699</box>
old-adage: OLD ADAGE, <box>1570 1108 1664 1125</box>
paragraph: 67th.—A magnificent Picture of St. Patrick, worked in silk, the gift of a lady friend, of Montreal. <box>383 1138 717 1156</box>
prize-item: 45. 1 pair of gilt Vases. <box>1467 863 1784 874</box>
just-received: JUST RECEIVED EX "PRUSSIAN." <box>1548 1528 1697 1538</box>
paragraph: It would appear from the last of the many circulars which have been published by M. Thiers that the greater portion of the army which was forced to surrender at Metz has been concentrated and reorganized, and will immediately take part in the great operations against the communists of Paris, which are expected to bring the hideous antics of insurgents to a disastrous close. Startling news may soon be anticipated consequently from the beleaguered capital, the drama being about to end in a whirlwind of fire and blood. <box>27 438 361 520</box>
prize-item: 5. A Double-cased Silver Watch, $20.00. <box>1467 419 1784 429</box>
prize-item: 2. An oil painting of the Madonna and Child, $50.00. <box>1467 385 1784 396</box>
paragraph: 71st.—Lady's Cabinet—valued at $20. <box>383 1201 533 1210</box>
prize-item: 3. A Satin Dress worth $50.00. <box>1467 397 1784 407</box>
paragraph: 36th.—A beautifully embroidered dress. <box>383 704 541 713</box>
prize-item: 31. A large Doll beautifully dressed. <box>1467 708 1784 718</box>
circular-heading: CIRCULAR. <box>1221 1139 1301 1152</box>
prize-item: 9. 1 set of Furs. <box>1467 463 1784 473</box>
prize-item: 22. A pair of Seal Sowed Boots. <box>1467 608 1784 618</box>
letter1-signature: Yours respectfully, HORACE B. DURANT, M.D. <box>1225 679 1428 689</box>
prize-item: 12. A Hunting Silver Watch, $15.00. <box>1467 497 1784 507</box>
paragraph: 2nd.—Presented by Very Rev. J. F. Jamot, V.G. <box>383 164 561 173</box>
letter3-place: Jerusalem, Davie Co., N.C., Oct. 27, 1870. <box>1245 813 1428 823</box>
paragraph: 49th.—Japanese Lady's Work-box. <box>383 878 517 888</box>
prize-item: 19. A Boy's Cloth Coat. <box>1467 574 1784 585</box>
paragraph: The value of the celebrated and well known Patent Eye Cups for the restoration of Sight, breaks out and blazes in the evidences of over 6,000 testimonials of cures, and recommended by more than 1,000 of our best physicians in their practice. <box>1094 261 1428 302</box>
prize-item: 10. An Embroidered Sofa Cushion. <box>1467 475 1784 485</box>
bazaar-closing: Many of the most valuable prizes were presented <box>393 1582 609 1593</box>
paragraph: I have in the last few days entirely cured several cases both of Acute and what is called Chronic Inflammation. These had tried every known and available species of treatment without the slightest benefit, but, on the contrary, detrimental and great expense. <box>1094 440 1428 481</box>
paragraph: 76th.—A fancy Egg-stand, with glasses. <box>383 1268 539 1278</box>
paragraph: 28th.—Valuable Prize, the gift of Bro. Rogation, Quebec. <box>383 596 605 606</box>
paragraph: 24th.—A Circular Centre Table, gift of the Pupils of St. Patrick's School, Toronto. <box>383 533 701 543</box>
prize-item: 21. A Ladies' Work-Box highly finished. <box>1467 597 1784 607</box>
prize-item: 8. A Historical Picture. <box>1467 452 1784 462</box>
painless-heading: PAINLESS OPERATION! <box>822 1248 988 1262</box>
paragraph: Paris, April 27.—The southern forts are badly damaged. Versailles projectiles fall inside the ramparts of the city. A great many people have been killed and wounded. M. Thiers announced in a circular that active operations commenced yesterday. Forts Vanvres and Issy were fired on, and it is presumed the latter will soon be silenced. <box>27 134 361 185</box>
